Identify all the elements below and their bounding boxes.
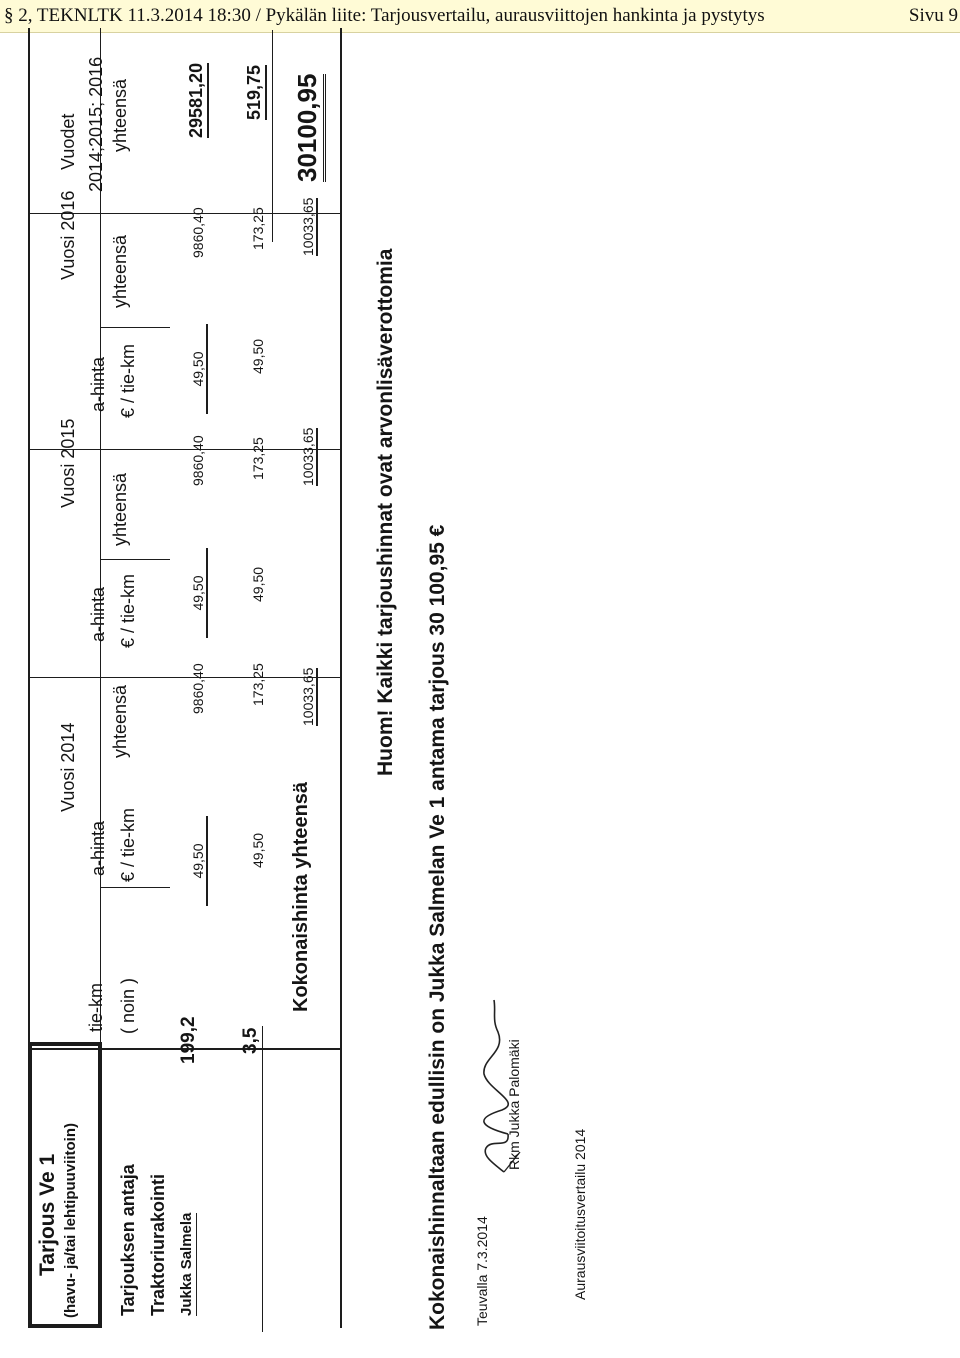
place-date: Teuvalla 7.3.2014 (474, 1216, 490, 1326)
vat-note: Huom! Kaikki tarjoushinnat ovat arvonlisäverottomia (374, 248, 397, 776)
header-ahinta-unit-2016: € / tie-km (118, 343, 138, 418)
bidder-label: Tarjouksen antaja (118, 1164, 138, 1316)
page-number-label: Sivu 9 (908, 5, 958, 26)
header-ahinta-2015: a-hinta (88, 586, 108, 642)
row1-sum-2014: 9860,40 (190, 663, 206, 714)
header-yhteensa-2014: yhteensä (110, 684, 130, 758)
page-header-title: § 2, TEKNLTK 11.3.2014 18:30 / Pykälän liite: Tarjousvertailu, aurausviittojen hankinta ja pystytys (4, 5, 765, 26)
header-yhteensa-2016: yhteensä (110, 234, 130, 308)
row2-total: 519,75 (244, 65, 267, 120)
table-bottom-line (340, 28, 342, 1328)
col-line-a-2014 (100, 887, 170, 888)
row1-ahinta-2015: 49,50 (190, 548, 208, 638)
row2-right-underline (272, 30, 273, 242)
footer-doc-name: Aurausviitoitusvertailu 2014 (572, 1128, 588, 1300)
bidder-company: Traktoriurakointi (148, 1173, 168, 1316)
cheapest-note: Kokonaishinnaltaan edullisin on Jukka Salmelan Ve 1 antama tarjous 30 100,95 € (426, 524, 449, 1330)
row2-ahinta-2015: 49,50 (250, 566, 266, 602)
col-line-2014 (28, 677, 340, 678)
row2-underline (262, 1026, 263, 1332)
row1-total: 29581,20 (186, 63, 209, 138)
header-ahinta-2014: a-hinta (88, 820, 108, 876)
row1-ahinta-2016: 49,50 (190, 324, 208, 414)
header-yhteensa-2015: yhteensä (110, 472, 130, 546)
row1-ahinta-2014: 49,50 (190, 816, 208, 906)
row2-ahinta-2014: 49,50 (250, 832, 266, 868)
row2-tiekm: 3,5 (240, 1027, 261, 1054)
total-2014: 10033,65 (300, 667, 316, 726)
header-year-2014: Vuosi 2014 (58, 722, 78, 812)
header-yhteensa-total: yhteensä (110, 78, 130, 152)
grand-total: 30100,95 (292, 74, 326, 182)
header-ahinta-2016: a-hinta (88, 356, 108, 412)
header-all-years-list: 2014;2015; 2016 (86, 56, 106, 192)
bidder-person: Jukka Salmela (178, 1212, 195, 1316)
row2-sum-2015: 173,25 (250, 437, 266, 480)
header-tiekm-noin: ( noin ) (118, 977, 138, 1034)
row2-ahinta-2016: 49,50 (250, 338, 266, 374)
header-year-2016: Vuosi 2016 (58, 190, 78, 280)
row2-sum-2014: 173,25 (250, 663, 266, 706)
header-ahinta-unit-2014: € / tie-km (118, 807, 138, 882)
offer-subtitle: (havu- ja/tai lehtipuuviitoin) (62, 1123, 79, 1318)
signer-name: Rkm Jukka Palomäki (506, 1039, 522, 1170)
header-all-years: Vuodet (58, 113, 78, 170)
header-tiekm: tie-km (86, 983, 106, 1032)
col-line-a-2015 (100, 559, 170, 560)
row2-sum-2016: 173,25 (250, 207, 266, 250)
header-year-2015: Vuosi 2015 (58, 418, 78, 508)
total-2015: 10033,65 (300, 427, 316, 486)
table-top-line (28, 28, 30, 1328)
row1-sum-2016: 9860,40 (190, 207, 206, 258)
col-line-a-2016 (100, 327, 170, 328)
row1-tiekm: 199,2 (178, 1016, 199, 1064)
offer-title: Tarjous Ve 1 (36, 1153, 59, 1276)
header-ahinta-unit-2015: € / tie-km (118, 573, 138, 648)
row1-sum-2015: 9860,40 (190, 435, 206, 486)
total-label: Kokonaishinta yhteensä (290, 781, 312, 1012)
total-2016: 10033,65 (300, 197, 316, 256)
